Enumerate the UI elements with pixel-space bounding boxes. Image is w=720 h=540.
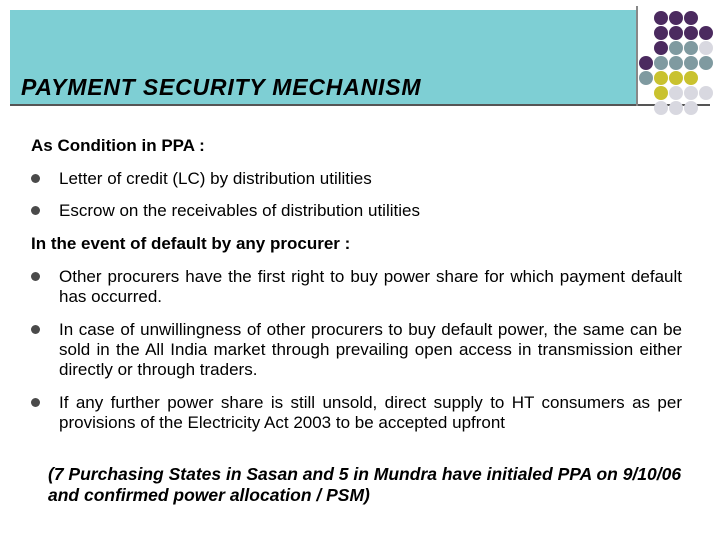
bullet-direct-supply: If any further power share is still unsold, direct supply to HT consumers as per provisions of the Electricity Act 2003 to be accepted upfront — [59, 393, 682, 432]
slide-title: PAYMENT SECURITY MECHANISM — [21, 74, 422, 100]
decorative-dot — [669, 101, 683, 115]
decorative-dot — [654, 41, 668, 55]
vertical-divider — [636, 6, 638, 106]
bullet-icon — [31, 398, 40, 407]
decorative-dot — [684, 41, 698, 55]
bullet-icon — [31, 174, 40, 183]
bullet-icon — [31, 325, 40, 334]
decorative-dot — [654, 56, 668, 70]
decorative-dot — [669, 11, 683, 25]
decorative-dot — [654, 71, 668, 85]
bullet-first-right: Other procurers have the first right to buy power share for which payment default has occurred. — [59, 267, 682, 306]
decorative-dot — [699, 26, 713, 40]
decorative-dot — [654, 86, 668, 100]
decorative-dot — [684, 11, 698, 25]
decorative-dot — [669, 56, 683, 70]
decorative-dot — [654, 26, 668, 40]
decorative-dot — [654, 11, 668, 25]
section1-heading: As Condition in PPA : — [31, 136, 205, 155]
decorative-dot — [669, 26, 683, 40]
decorative-dot — [639, 56, 653, 70]
decorative-dot — [639, 71, 653, 85]
decorative-dot — [669, 41, 683, 55]
decorative-dot — [684, 56, 698, 70]
bullet-icon — [31, 206, 40, 215]
bullet-all-india-market: In case of unwillingness of other procurers to buy default power, the same can be sold in the All India market through prevailing open access in transmission either directly or through traders. — [59, 320, 682, 379]
decorative-dot — [684, 71, 698, 85]
decorative-dot — [699, 56, 713, 70]
bullet-lc: Letter of credit (LC) by distribution utilities — [59, 169, 372, 188]
decorative-dot — [669, 71, 683, 85]
decorative-dot — [684, 26, 698, 40]
section2-heading: In the event of default by any procurer : — [31, 234, 351, 253]
decorative-dot — [699, 41, 713, 55]
bullet-escrow: Escrow on the receivables of distribution utilities — [59, 201, 420, 220]
decorative-dot-grid — [639, 11, 719, 111]
title-divider — [10, 104, 710, 106]
decorative-dot — [669, 86, 683, 100]
decorative-dot — [684, 101, 698, 115]
footnote: (7 Purchasing States in Sasan and 5 in Mundra have initialed PPA on 9/10/06 and confirmed power allocation / PSM) — [48, 464, 682, 505]
bullet-icon — [31, 272, 40, 281]
decorative-dot — [699, 86, 713, 100]
decorative-dot — [654, 101, 668, 115]
decorative-dot — [684, 86, 698, 100]
